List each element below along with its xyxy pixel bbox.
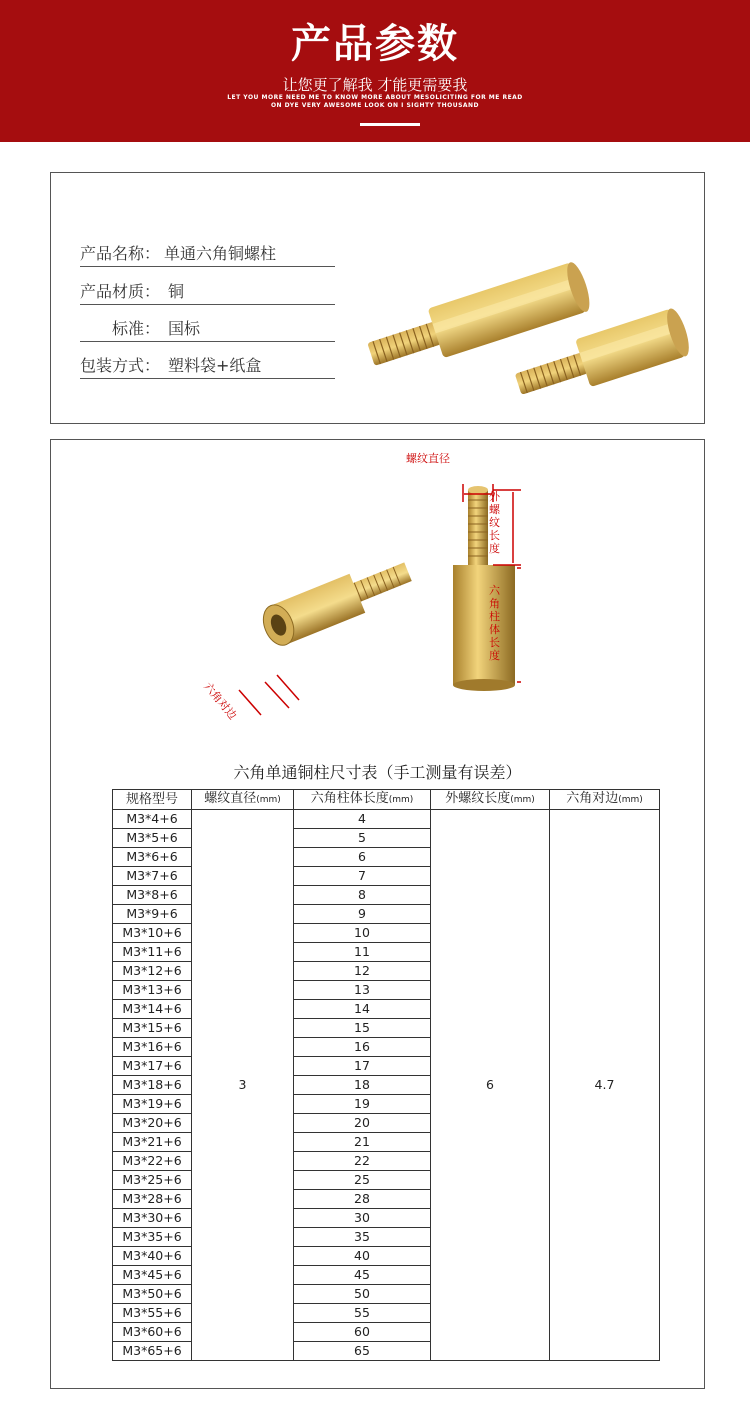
cell-hex-length: 11 <box>294 943 431 962</box>
size-table-box <box>50 439 705 1389</box>
table-body <box>113 810 660 1361</box>
dimension-diagram <box>201 450 521 750</box>
cell-hex-length: 28 <box>294 1190 431 1209</box>
header-across-flats-label: 六角对边 <box>566 791 619 806</box>
header-model <box>113 790 192 810</box>
cell-model: M3*21+6 <box>113 1133 192 1152</box>
cell-hex-length: 14 <box>294 1000 431 1019</box>
cell-hex-length: 20 <box>294 1114 431 1133</box>
cell-hex-length: 22 <box>294 1152 431 1171</box>
spec-value: 单通六角铜螺柱 <box>164 244 277 263</box>
spec-name <box>80 241 335 267</box>
cell-model: M3*9+6 <box>113 905 192 924</box>
spec-value: 铜 <box>168 282 185 301</box>
spec-label: 产品材质： <box>80 282 161 301</box>
label-hex-body-length: 六角柱体长度 <box>489 584 500 662</box>
cell-model: M3*16+6 <box>113 1038 192 1057</box>
english-tagline <box>0 94 750 110</box>
header-thread-diameter-label: 螺纹直径 <box>204 791 257 806</box>
cell-model: M3*30+6 <box>113 1209 192 1228</box>
cell-hex-length: 65 <box>294 1342 431 1361</box>
cell-hex-length: 30 <box>294 1209 431 1228</box>
cell-model: M3*22+6 <box>113 1152 192 1171</box>
cell-model: M3*40+6 <box>113 1247 192 1266</box>
table-header-row <box>113 790 660 810</box>
spec-material <box>80 279 335 305</box>
cell-across-flats: 4.7 <box>550 810 660 1361</box>
label-thread-diameter: 螺纹直径 <box>406 452 450 465</box>
english-tagline-line2: ON DYE VERY AWESOME LOOK ON I SIGHTY THOUSAND <box>270 102 480 109</box>
cell-model: M3*45+6 <box>113 1266 192 1285</box>
cell-hex-length: 4 <box>294 810 431 829</box>
spec-value: 国标 <box>168 319 201 338</box>
spec-label: 标准： <box>112 319 161 338</box>
cell-hex-length: 5 <box>294 829 431 848</box>
product-info-box <box>50 172 705 424</box>
cell-model: M3*6+6 <box>113 848 192 867</box>
cell-hex-length: 9 <box>294 905 431 924</box>
page-subtitle: 让您更了解我 才能更需要我 <box>282 76 468 94</box>
header-outer-thread-length <box>431 790 550 810</box>
cell-model: M3*7+6 <box>113 867 192 886</box>
spec-label: 包装方式： <box>80 356 161 375</box>
cell-hex-length: 55 <box>294 1304 431 1323</box>
cell-model: M3*4+6 <box>113 810 192 829</box>
product-photo <box>351 228 691 398</box>
cell-model: M3*20+6 <box>113 1114 192 1133</box>
cell-hex-length: 6 <box>294 848 431 867</box>
header-thread-diameter <box>192 790 294 810</box>
label-outer-thread-length: 外螺纹长度 <box>489 490 500 555</box>
label-across-flats: 六角对边 <box>201 680 240 723</box>
size-table <box>112 789 660 1361</box>
cell-hex-length: 50 <box>294 1285 431 1304</box>
spec-standard <box>80 316 335 342</box>
header-hex-length <box>294 790 431 810</box>
cell-model: M3*17+6 <box>113 1057 192 1076</box>
spec-value: 塑料袋+纸盒 <box>168 356 262 375</box>
cell-model: M3*14+6 <box>113 1000 192 1019</box>
cell-model: M3*10+6 <box>113 924 192 943</box>
header-hex-length-label: 六角柱体长度 <box>310 791 389 806</box>
cell-model: M3*8+6 <box>113 886 192 905</box>
cell-hex-length: 12 <box>294 962 431 981</box>
cell-hex-length: 35 <box>294 1228 431 1247</box>
cell-model: M3*28+6 <box>113 1190 192 1209</box>
unit-label: (mm) <box>510 795 535 805</box>
cell-hex-length: 13 <box>294 981 431 1000</box>
header-banner <box>0 0 750 142</box>
cell-model: M3*5+6 <box>113 829 192 848</box>
cell-model: M3*13+6 <box>113 981 192 1000</box>
cell-hex-length: 15 <box>294 1019 431 1038</box>
header-model-label: 规格型号 <box>125 791 178 807</box>
table-row <box>113 810 660 829</box>
unit-label: (mm) <box>618 795 643 805</box>
cell-hex-length: 18 <box>294 1076 431 1095</box>
cell-hex-length: 7 <box>294 867 431 886</box>
cell-model: M3*18+6 <box>113 1076 192 1095</box>
cell-model: M3*50+6 <box>113 1285 192 1304</box>
title-underline <box>360 123 420 126</box>
cell-hex-length: 45 <box>294 1266 431 1285</box>
spec-packaging <box>80 353 335 379</box>
english-tagline-line1: LET YOU MORE NEED ME TO KNOW MORE ABOUT MESOLICITING FOR ME READ <box>227 94 523 101</box>
unit-label: (mm) <box>388 795 414 805</box>
cell-model: M3*12+6 <box>113 962 192 981</box>
header-outer-thread-length-label: 外螺纹长度 <box>445 791 511 806</box>
spec-label: 产品名称： <box>80 244 161 263</box>
cell-hex-length: 8 <box>294 886 431 905</box>
cell-model: M3*35+6 <box>113 1228 192 1247</box>
cell-thread-diameter: 3 <box>192 810 294 1361</box>
cell-model: M3*65+6 <box>113 1342 192 1361</box>
cell-hex-length: 17 <box>294 1057 431 1076</box>
cell-hex-length: 10 <box>294 924 431 943</box>
cell-hex-length: 25 <box>294 1171 431 1190</box>
cell-hex-length: 19 <box>294 1095 431 1114</box>
table-title: 六角单通铜柱尺寸表（手工测量有误差） <box>233 763 522 782</box>
unit-label: (mm) <box>256 795 281 805</box>
cell-model: M3*60+6 <box>113 1323 192 1342</box>
cell-model: M3*25+6 <box>113 1171 192 1190</box>
cell-outer-thread-length: 6 <box>431 810 550 1361</box>
page-title: 产品参数 <box>291 21 459 67</box>
cell-hex-length: 16 <box>294 1038 431 1057</box>
cell-hex-length: 60 <box>294 1323 431 1342</box>
cell-model: M3*15+6 <box>113 1019 192 1038</box>
header-across-flats <box>550 790 660 810</box>
cell-model: M3*19+6 <box>113 1095 192 1114</box>
cell-model: M3*55+6 <box>113 1304 192 1323</box>
cell-hex-length: 40 <box>294 1247 431 1266</box>
cell-hex-length: 21 <box>294 1133 431 1152</box>
cell-model: M3*11+6 <box>113 943 192 962</box>
